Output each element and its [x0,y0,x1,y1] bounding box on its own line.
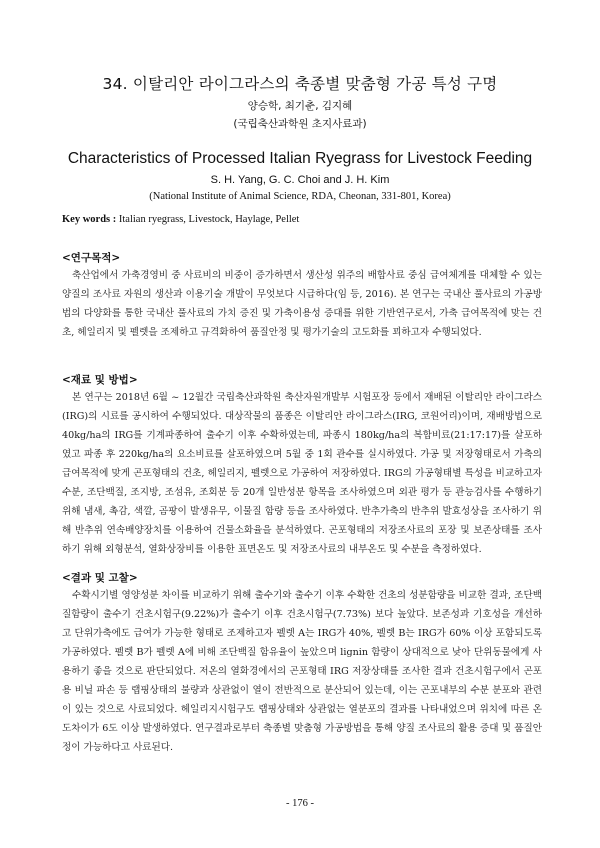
section-heading-results: <결과 및 고찰> [62,572,138,584]
paper-title-english: Characteristics of Processed Italian Ryegrass for Livestock Feeding [67,150,533,167]
authors-english: S. H. Yang, G. C. Choi and J. H. Kim [210,174,390,186]
section-body-purpose: 축산업에서 가축경영비 중 사료비의 비중이 증가하면서 생산성 위주의 배합사료 중심 급여체계를 대체할 수 있는 양질의 조사료 자원의 생산과 이용기술 개발이 무엇보다 시급하다(임 등, 2016). 본 연구는 국내산 풀사료의 가공방법의 다양화를 통한 국내산 풀사료의 가치 증진 및 가축이용성 증대를 위한 기반연구로서, 가축 급여목적에 맞는 건초, 헤일리지 및 펠렛을 조제하고 규격화하여 품질안정 및 평가기술의 고도화를 꾀하고자 수행되었다. [62,270,542,338]
affiliation-korean: (국립축산과학원 초지사료과) [233,118,367,130]
page-number: - 176 - [286,798,314,809]
paper-title-korean: 34. 이탈리안 라이그라스의 축종별 맞춤형 가공 특성 구명 [102,75,498,93]
authors-korean: 양승학, 최기춘, 김지혜 [247,100,353,112]
keywords-text: Italian ryegrass, Livestock, Haylage, Pellet [116,214,300,225]
section-body-methods: 본 연구는 2018년 6월 ~ 12월간 국립축산과학원 축산자원개발부 시험포장 등에서 재배된 이탈리안 라이그라스(IRG)의 시료를 공시하여 수행되었다. 대상작물의 품종은 이탈리안 라이그라스(IRG, 코원어리)이며, 재배방법으로 40kg/ha의 IRG를 기계파종하여 출수기 이후 수확하였는데, 파종시 180kg/ha의 복합비료(21:17:17)를 살포하였고 파종 후 220kg/ha의 요소비료를 살포하였으며 5월 중 1회 관수를 실시하였다. 가공 및 저장형태로서 가축의 급여목적에 맞게 곤포형태의 건초, 헤일리지, 펠렛으로 가공하여 저장하였다. IRG의 가공형태별 특성을 비교하고자 수분, 조단백질, 조지방, 조섬유, 조회분 등 20개 일반성분 항목을 조사하였으며 외관 평가 등 관능검사를 수행하기 위해 냄새, 촉감, 색깔, 곰팡이 발생유무, 이물질 함량 등을 조사하였다. 반추가축의 반추위 발효성상을 조사하기 위해 반추위 연속배양장치를 이용하여 건물소화율을 분석하였다. 곤포형태의 저장조사료의 포장 및 보존상태를 조사하기 위해 외형분석, 열화상장비를 이용한 표면온도 및 저장조사료의 내부온도 및 수분을 측정하였다. [62,392,542,555]
affiliation-english: (National Institute of Animal Science, RDA, Cheonan, 331-801, Korea) [149,191,451,202]
section-body-results: 수확시기별 영양성분 차이를 비교하기 위해 출수기와 출수기 이후 수확한 건초의 성분함량을 비교한 결과, 조단백질함량이 출수기 건초시험구(9.22%)가 출수기 이후 건초시험구(7.73%) 보다 높았다. 보존성과 기호성을 개선하고 단위가축에도 급여가 가능한 형태로 조제하고자 펠렛 A는 IRG가 40%, 펠렛 B는 IRG가 60% 이상 포함되도록 가공하였다. 펠렛 B가 펠렛 A에 비해 조단백질 함유율이 높았으며 lignin 함량이 상대적으로 낮아 단위동물에게 사용하기 좋을 것으로 판단되었다. 저온의 열화경에서의 곤포형태 IRG 저장상태를 조사한 결과 건초시험구에서 곤포용 비닐 파손 등 랩핑상태의 불량과 상관없이 열이 전반적으로 분산되어 있는데, 이는 곤포내부의 수분 분포와 관련이 있는 것으로 사료되었다. 헤일리지시험구도 랩핑상태와 상관없는 열분포의 결과를 나타내었으며 위치에 따른 온도차이가 6도 이상 발생하였다. 연구결과로부터 축종별 맞춤형 가공방법을 통해 양질 조사료의 활용 증대 및 품질안정이 가능하다고 사료된다. [62,590,542,753]
keywords-line [62,214,542,225]
section-heading-purpose: <연구목적> [62,252,121,264]
section-heading-methods: <재료 및 방법> [62,374,138,386]
keywords-label: Key words : [62,214,117,225]
